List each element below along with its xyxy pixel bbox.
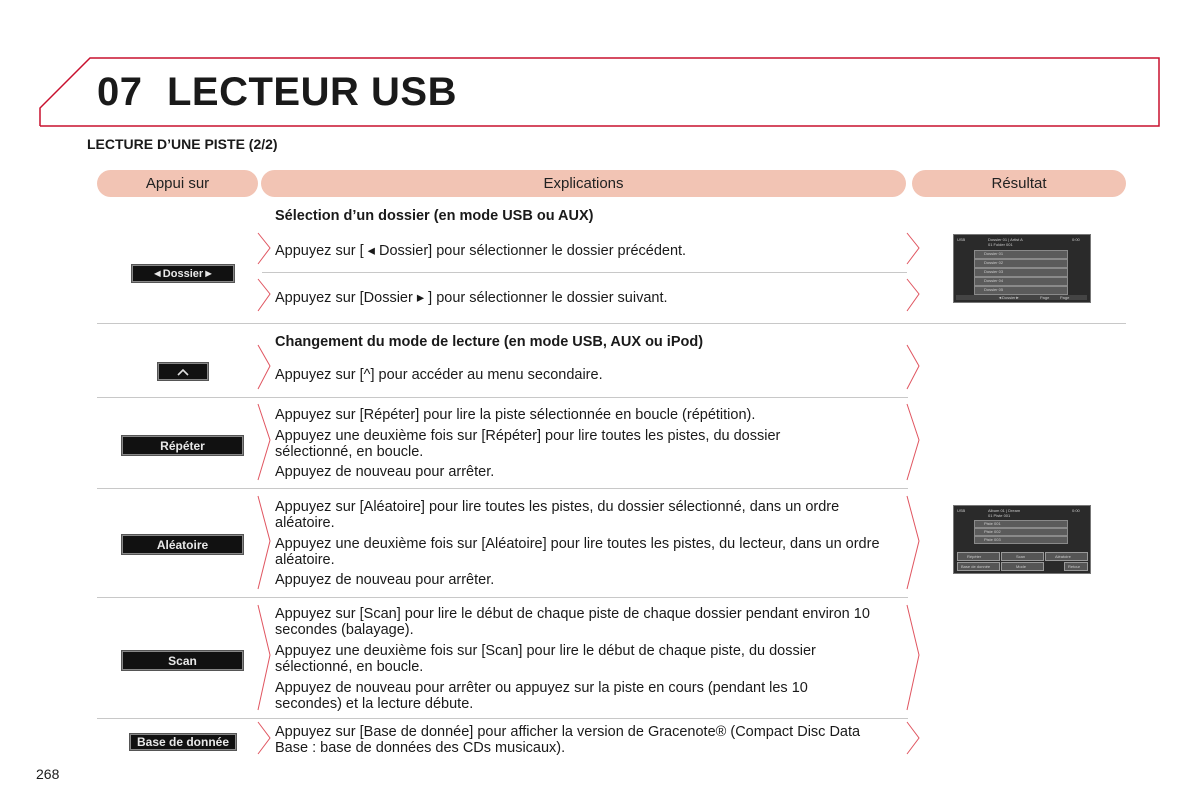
base-de-donnee-button[interactable]: Base de donnée (129, 733, 237, 751)
aleatoire-line-1: Appuyez sur [Aléatoire] pour lire toutes les pistes, du dossier sélectionné, dans un ordre aléatoire. (275, 499, 840, 531)
column-header-explications: Explications (261, 170, 906, 197)
scan-button[interactable]: Scan (121, 650, 244, 671)
page-number: 268 (36, 766, 60, 782)
mode-line: Appuyez sur [^] pour accéder au menu secondaire. (275, 367, 603, 383)
repeter-line-3: Appuyez de nouveau pour arrêter. (275, 464, 495, 480)
repeter-button[interactable]: Répéter (121, 435, 244, 456)
folder-screen-image: USB Dossier 01 | Artist A 01 Folder 001 0:00 Dossier 01 Dossier 02 Dossier 03 Dossier 04 Dossier 05 ◄Dossier► Page Page (953, 234, 1091, 303)
scan-line-1: Appuyez sur [Scan] pour lire le début de chaque piste de chaque dossier pendant environ 10 secondes (balayage). (275, 606, 870, 638)
dossier-heading: Sélection d’un dossier (en mode USB ou AUX) (275, 208, 594, 224)
repeter-line-1: Appuyez sur [Répéter] pour lire la piste sélectionnée en boucle (répétition). (275, 407, 756, 423)
section-title: LECTURE D’UNE PISTE (2/2) (87, 136, 278, 152)
chapter-title: LECTEUR USB (167, 70, 457, 114)
scan-line-3: Appuyez de nouveau pour arrêter ou appuyez sur la piste en cours (pendant les 10 secondes) et la lecture débute. (275, 680, 808, 712)
aleatoire-button[interactable]: Aléatoire (121, 534, 244, 555)
aleatoire-line-2: Appuyez une deuxième fois sur [Aléatoire] pour lire toutes les pistes, du lecteur, dans un ordre aléatoire. (275, 536, 880, 568)
column-header-appui: Appui sur (97, 170, 258, 197)
playback-menu-screen-image: USB Album 01 | Dream 01 Piste 001 0:00 Piste 001 Piste 002 Piste 003 Répéter Scan Aléatoire Base de donnée Mode Retour (953, 505, 1091, 574)
dossier-button[interactable]: ◄Dossier► (131, 264, 235, 283)
aleatoire-line-3: Appuyez de nouveau pour arrêter. (275, 572, 495, 588)
dossier-line-next: Appuyez sur [Dossier ▸ ] pour sélectionner le dossier suivant. (275, 290, 668, 306)
base-line-1: Appuyez sur [Base de donnée] pour afficher la version de Gracenote® (Compact Disc Data Base : base de données des CDs musicaux). (275, 724, 861, 756)
column-header-resultat: Résultat (912, 170, 1126, 197)
dossier-line-prev: Appuyez sur [ ◂ Dossier] pour sélectionner le dossier précédent. (275, 243, 687, 259)
scan-line-2: Appuyez une deuxième fois sur [Scan] pour lire le début de chaque piste, du dossier sélectionné, en boucle. (275, 643, 816, 675)
chevron-icon (258, 233, 919, 754)
repeter-line-2: Appuyez une deuxième fois sur [Répéter] pour lire toutes les pistes, du dossier sélectionné, en boucle. (275, 428, 781, 460)
chapter-number: 07 (97, 70, 143, 114)
mode-heading: Changement du mode de lecture (en mode USB, AUX ou iPod) (275, 334, 704, 350)
